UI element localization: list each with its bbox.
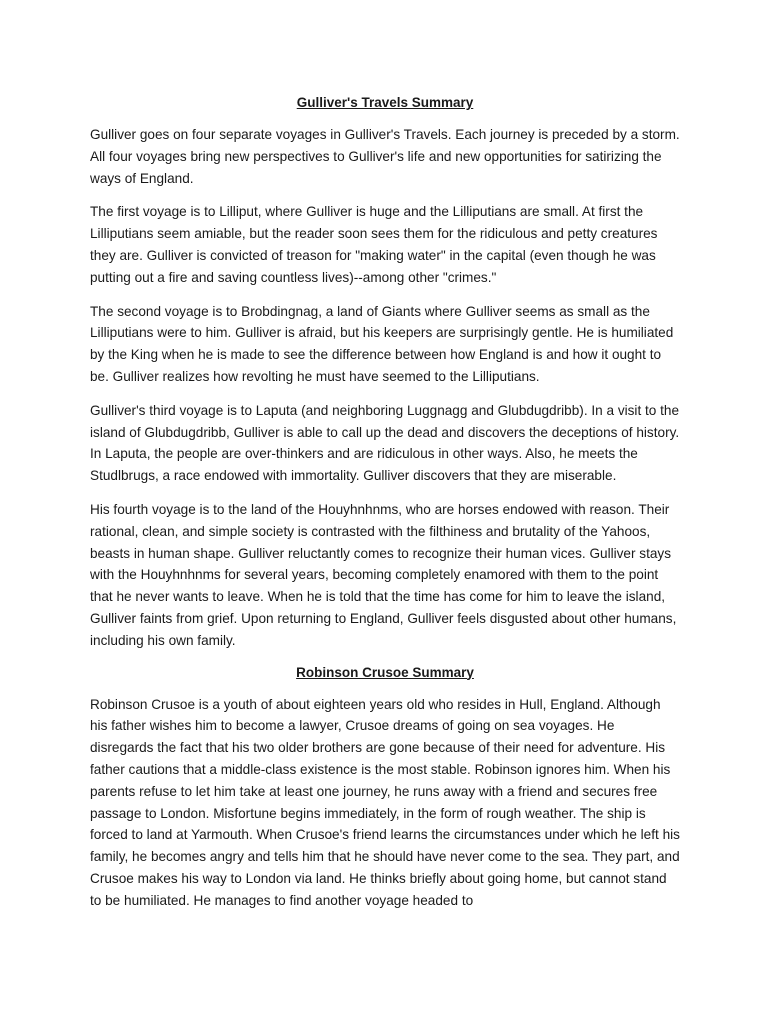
section-title-gullivers-travels: Gulliver's Travels Summary [296, 95, 474, 110]
paragraph: Robinson Crusoe is a youth of about eighteen years old who resides in Hull, England. Although his father wishes him to become a lawyer, Crusoe dreams of going on sea voyages. He disregards the fact that his two older brothers are gone because of their need for adventure. His father cautions that a middle-class existence is the most stable. Robinson ignores him. When his parents refuse to let him take at least one journey, he runs away with a friend and secures free passage to London. Misfortune begins immediately, in the form of rough weather. The ship is forced to land at Yarmouth. When Crusoe's friend learns the circumstances under which he left his family, he becomes angry and tells him that he should have never come to the sea. They part, and Crusoe makes his way to London via land. He thinks briefly about going home, but cannot stand to be humiliated. He manages to find another voyage headed to [90, 696, 680, 908]
paragraph: Gulliver's third voyage is to Laputa (and neighboring Luggnagg and Glubdugdribb). In a visit to the island of Glubdugdribb, Gulliver is able to call up the dead and discovers the deceptions of history. In Laputa, the people are over-thinkers and are ridiculous in other ways. Also, he meets the Studlbrugs, a race endowed with immortality. Gulliver discovers that they are miserable. [90, 402, 680, 484]
document-page [90, 94, 680, 924]
paragraph: The first voyage is to Lilliput, where Gulliver is huge and the Lilliputians are small. At first the Lilliputians seem amiable, but the reader soon sees them for the ridiculous and petty creatures they are. Gulliver is convicted of treason for "making water" in the capital (even though he was putting out a fire and saving countless lives)--among other "crimes." [90, 204, 658, 285]
section-title-robinson-crusoe: Robinson Crusoe Summary [296, 664, 474, 680]
paragraph: The second voyage is to Brobdingnag, a land of Giants where Gulliver seems as small as the Lilliputians were to him. Gulliver is afraid, but his keepers are surprisingly gentle. He is humiliated by the King when he is made to see the difference between how England is and how it ought to be. Gulliver realizes how revolting he must have seemed to the Lilliputians. [90, 303, 674, 384]
paragraph: Gulliver goes on four separate voyages in Gulliver's Travels. Each journey is preceded by a storm. All four voyages bring new perspectives to Gulliver's life and new opportunities for satirizing the ways of England. [90, 127, 680, 186]
paragraph: His fourth voyage is to the land of the Houyhnhnms, who are horses endowed with reason. Their rational, clean, and simple society is contrasted with the filthiness and brutality of the Yahoos, beasts in human shape. Gulliver reluctantly comes to recognize their human vices. Gulliver stays with the Houyhnhnms for several years, becoming completely enamored with them to the point that he never wants to leave. When he is told that the time has come for him to leave the island, Gulliver faints from grief. Upon returning to England, Gulliver feels disgusted about other humans, including his own family. [90, 501, 677, 648]
